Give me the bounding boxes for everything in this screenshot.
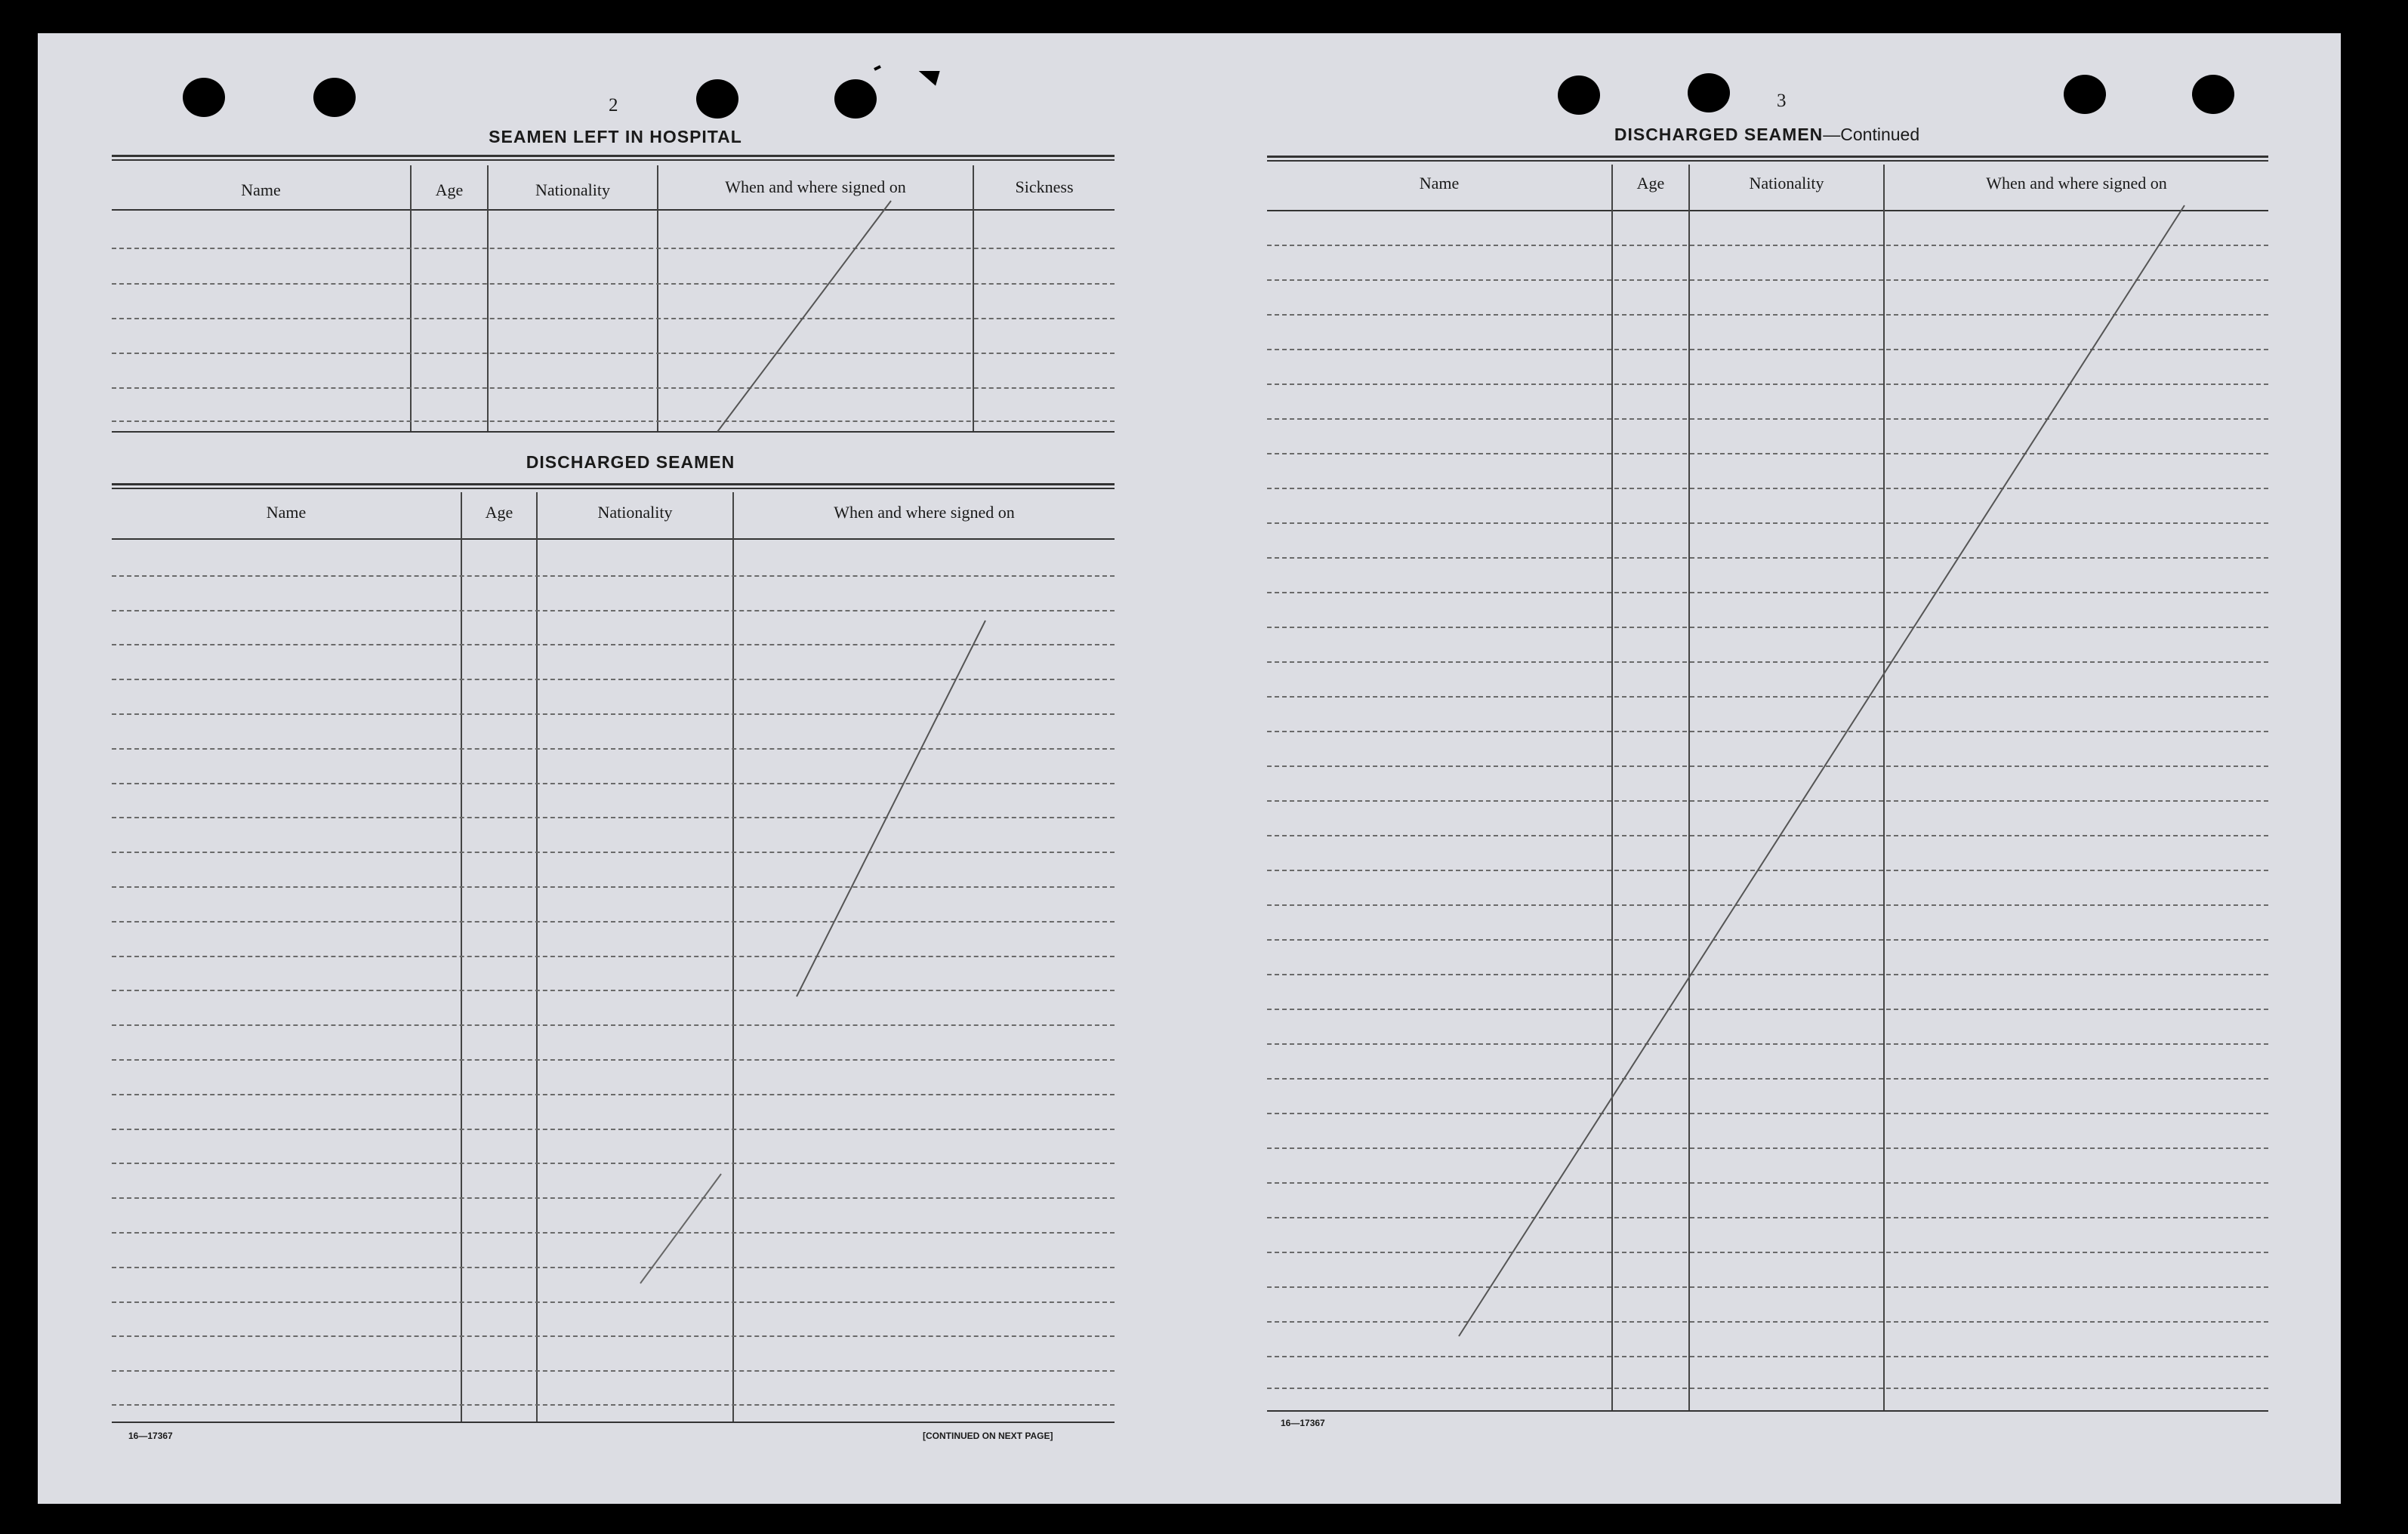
ink-mark <box>874 66 938 83</box>
page-number: 2 <box>609 95 618 116</box>
column-header-sickness: Sickness <box>1015 177 1074 196</box>
column-header-age: Age <box>435 180 464 199</box>
strike-line-discharged-left-short <box>640 1174 721 1283</box>
column-header-nationality: Nationality <box>1749 174 1824 193</box>
column-header-nationality: Nationality <box>597 503 673 522</box>
discharged-section-title: DISCHARGED SEAMEN <box>526 452 735 472</box>
column-header-signed-on: When and where signed on <box>834 503 1015 522</box>
form-number: 16—17367 <box>1281 1418 1325 1428</box>
column-header-age: Age <box>485 503 513 522</box>
column-header-name: Name <box>266 503 307 522</box>
column-header-name: Name <box>241 180 281 199</box>
discharged-continued-title: DISCHARGED SEAMEN—Continued <box>1614 125 1920 144</box>
column-header-age: Age <box>1636 174 1665 193</box>
page-number: 3 <box>1777 91 1787 111</box>
column-header-nationality: Nationality <box>535 180 610 199</box>
continued-note: [CONTINUED ON NEXT PAGE] <box>923 1431 1053 1441</box>
column-header-name: Name <box>1419 174 1460 193</box>
strike-line-hospital <box>717 201 891 432</box>
column-header-signed-on: When and where signed on <box>725 177 906 196</box>
hospital-section-title: SEAMEN LEFT IN HOSPITAL <box>489 127 742 146</box>
column-header-signed-on: When and where signed on <box>1986 174 2167 193</box>
form-number: 16—17367 <box>128 1431 173 1441</box>
strike-line-discharged-left <box>797 621 985 996</box>
strike-line-discharged-right <box>1459 205 2184 1336</box>
